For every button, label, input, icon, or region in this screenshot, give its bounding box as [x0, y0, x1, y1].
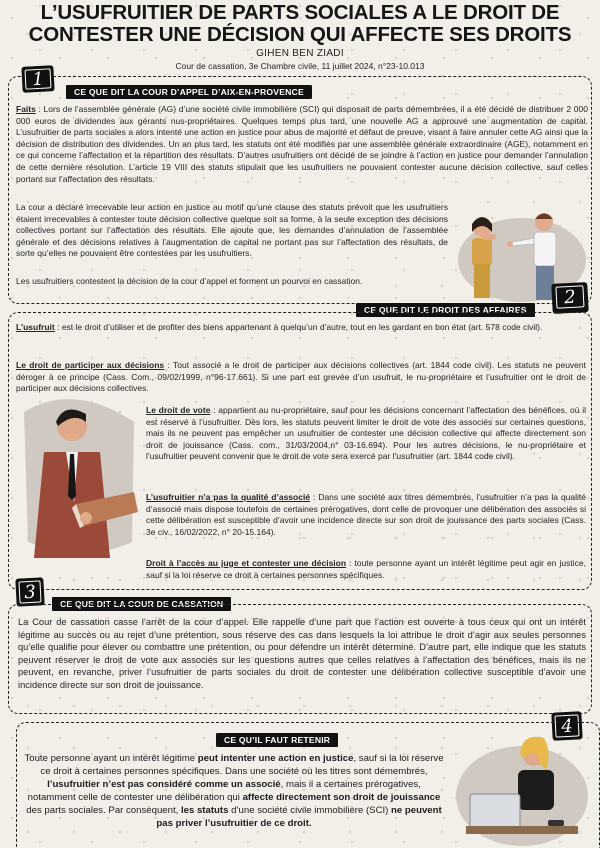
man-reading-book-illustration	[14, 392, 142, 564]
section-2-number: 2	[551, 282, 589, 314]
cassation-decision: La Cour de cassation casse l’arrêt de la cour d’appel. Elle rappelle d’une part que l’action est ouverte à tous ceux qui ont un intérêt légitime au succès ou au rejet d’une prétention, sous réserve des cas dans lesquels la loi attribue le droit d’agir aux seules personnes qu’elle qualifie pour élever ou combattre une prétention, ou pour défendre un intérêt déterminé. D’autre part, elle indique que les statuts peuvent réserver le droit de vote aux associés sur les questions autres que celles relatives à l’affectation des bénéfices, mais ils ne peuvent, en revanche, priver l’usufruitier de parts sociales du droit de contester une délibération collective susceptible d’avoir une incidence directe sur son droit de jouissance.	[18, 617, 586, 690]
section-2-heading: CE QUE DIT LE DROIT DES AFFAIRES	[356, 303, 535, 317]
section-1-heading: CE QUE DIT LA COUR D’APPEL D’AIX-EN-PROVENCE	[66, 85, 312, 99]
droit-participer: Le droit de participer aux décisions : Tout associé a le droit de participer aux décisions collectives (art. 1844 code civil). Les statuts ne peuvent déroger à ce principe (Cass. Com., 09/02/1999, n°96-17.661). Si une part est grevée d’un usufruit, le nu-propriétaire et l’usufruitier ont le droit de participer aux décisions collectives.	[16, 360, 586, 394]
section-1-paragraph-2: La cour a déclaré irrecevable leur action en justice au motif qu’une clause des statuts prévoit que les usufruitiers étaient irrecevables à contester toute décision collective quelque soit sa forme, à la seule exception des décisions collectives portant sur l’affectation des résultats. Elle ajoute que, les demandes d’annulation de l’assemblée générale et des décisions relatives à l’augmentation de capital ne portant pas sur l’affectation des résultats, de sorte qu’elles ne pouvaient être contestées par les usufruitiers.	[16, 202, 448, 259]
title-line-2: CONTESTER UNE DÉCISION QUI AFFECTE SES DROITS	[28, 23, 572, 46]
section-1-facts: Faits : Lors de l’assemblée générale (AG) d’une société civile immobilière (SCI) qui disposait de parts démembrées, il a été décidé de distribuer 2 000 000 euros de dividendes aux gérants nus-propriétaires. Quelques temps plus tard, une nouvelle AG a approuvé une augmentation de capital. L’usufruitier de parts sociales a alors intenté une action en justice pour abus de majorité et défaut de preuve, visant à faire annuler cette AG ainsi que la décision de distribution des dividendes. Un an plus tard, les statuts ont été modifiés par une assemblée générale extraordinaire (AGE), notamment en ce qui concerne l’affectation et la répartition des résultats. D’autres usufruitiers ont décidé de se joindre à l’action en justice pour demander l’annulation de cette dernière résolution. L’article 19 VIII des statuts stipulait que les usufruitiers ne pouvaient contester aucune décision collective, sauf celles portant sur l’affectation des résultats.	[16, 104, 588, 184]
section-4-number: 4	[551, 711, 582, 741]
section-1-paragraph-3: Les usufruitiers contestent la décision de la cour d’appel et forment un pourvoi en cassation.	[16, 276, 363, 286]
woman-laptop-illustration	[452, 724, 592, 848]
page-title	[0, 2, 600, 46]
author: GIHEN BEN ZIADI	[256, 48, 344, 59]
droit-de-vote: Le droit de vote : appartient au nu-propriétaire, sauf pour les décisions concernant l’affectation des bénéfices, où il est réservé à l’usufruitier. Dès lors, les statuts peuvent limiter le droit de vote des associés sur certaines questions, mais ils ne peuvent pas empêcher un usufruitier de contester une décision collective qui affecte directement son droit de jouissance (Cass. com., 31/03/2004,n° 03-16.694). Pour les autres décisions, le nu-propriétaire et l’usufruitier peuvent convenir que le droit de vote sera exercé par l’usufruitier (art. 1844 code civil).	[146, 405, 586, 462]
case-reference: Cour de cassation, 3e Chambre civile, 11 juillet 2024, n°23-10.013	[175, 61, 425, 71]
facts-label: Faits	[16, 104, 36, 114]
takeaway-text: Toute personne ayant un intérêt légitime peut intenter une action en justice, sauf si la loi réserve ce droit à certaines personnes spécifiques. Dans une société où les titres sont démembrés, l’usufruitier n’est pas considéré comme un associé, mais il a certaines prérogatives, notamment celle de contester une délibération qui affecte directement son droit de jouissance des parts sociales. Par conséquent, les statuts d’une société civile immobilière (SCI) ne peuvent pas priver l’usufruitier de ce droit.	[24, 753, 444, 829]
section-4-heading: CE QU’IL FAUT RETENIR	[216, 733, 338, 747]
acces-juge: Droit à l’accès au juge et contester une décision : toute personne ayant un intérêt légitime peut agir en justice, sauf si la loi réserve ce droit à certaines personnes spécifiques.	[146, 558, 586, 580]
section-3-number: 3	[15, 577, 44, 606]
section-3-heading: CE QUE DIT LA COUR DE CASSATION	[52, 597, 231, 611]
title-line-1: L’USUFRUITIER DE PARTS SOCIALES A LE DROIT DE	[40, 1, 560, 24]
qualite-associe: L’usufruitier n’a pas la qualité d’associé : Dans une société aux titres démembrés, l’usufruitier n’a pas la qualité d’associé mais dispose toutefois de certaines prérogatives, dont celle de provoquer une délibération des associés si cette délibération est susceptible d’avoir une incidence directe sur son droit de jouissance des parts sociales (Cass. 3e civ., 16/02/2022, n° 20-15.164).	[146, 492, 586, 537]
section-1-number: 1	[21, 65, 54, 93]
usufruit-definition: L’usufruit : est le droit d’utiliser et de profiter des biens appartenant à quelqu’un d’autre, tout en les gardant en bon état (art. 578 code civil).	[16, 322, 543, 332]
